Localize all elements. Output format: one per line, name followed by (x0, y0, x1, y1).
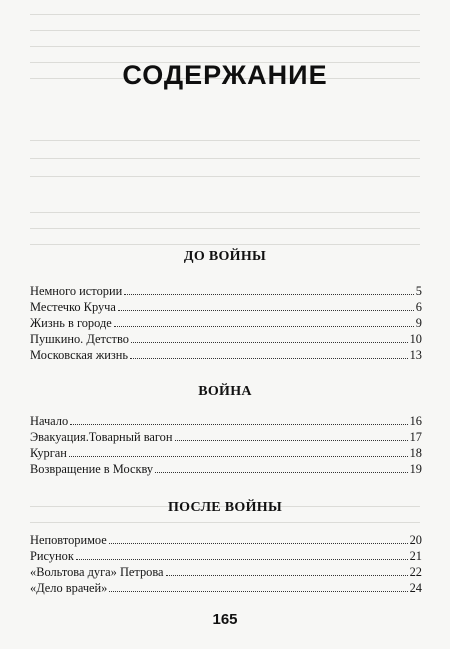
toc-entry-title: Жизнь в городе (30, 316, 112, 330)
page-number: 165 (212, 611, 238, 628)
toc-entry[interactable] (30, 283, 422, 299)
toc-entry-title: «Дело врачей» (30, 581, 108, 595)
toc-entry[interactable] (30, 445, 422, 461)
section-heading: ПОСЛЕ ВОЙНЫ (167, 500, 283, 515)
toc-section-war (30, 413, 422, 477)
toc-entry-page: 22 (409, 565, 422, 579)
toc-entry-page: 5 (415, 284, 422, 298)
toc-entry-page: 24 (409, 581, 422, 595)
leader-dots (70, 423, 407, 425)
toc-entry-title: «Вольтова дуга» Петрова (30, 565, 164, 579)
toc-entry-page: 21 (409, 549, 422, 563)
toc-entry-page: 6 (415, 300, 422, 314)
toc-entry-page: 16 (409, 414, 422, 428)
toc-entry-title: Начало (30, 414, 69, 428)
leader-dots (175, 439, 408, 441)
leader-dots (130, 357, 408, 359)
leader-dots (76, 558, 408, 560)
toc-entry-title: Местечко Круча (30, 300, 116, 314)
leader-dots (155, 471, 408, 473)
leader-dots (109, 590, 407, 592)
leader-dots (124, 293, 414, 295)
section-heading: ДО ВОЙНЫ (183, 249, 267, 264)
leader-dots (114, 325, 414, 327)
toc-entry-title: Рисунок (30, 549, 74, 563)
toc-entry[interactable] (30, 548, 422, 564)
toc-entry-page: 20 (409, 533, 422, 547)
toc-entry-title: Неповторимое (30, 533, 107, 547)
toc-entry-page: 19 (409, 462, 422, 476)
toc-entry-title: Немного истории (30, 284, 123, 298)
toc-entry-page: 17 (409, 430, 422, 444)
toc-section-before-war (30, 283, 422, 363)
toc-entry-title: Курган (30, 446, 67, 460)
toc-entry[interactable] (30, 413, 422, 429)
toc-entry-page: 18 (409, 446, 422, 460)
toc-entry-page: 13 (409, 348, 422, 362)
toc-entry[interactable] (30, 299, 422, 315)
toc-entry[interactable] (30, 461, 422, 477)
leader-dots (166, 574, 408, 576)
toc-entry-title: Возвращение в Москву (30, 462, 154, 476)
section-heading: ВОЙНА (198, 384, 252, 399)
toc-entry[interactable] (30, 347, 422, 363)
toc-entry-title: Эвакуация.Товарный вагон (30, 430, 173, 444)
toc-entry-page: 9 (415, 316, 422, 330)
toc-entry[interactable] (30, 564, 422, 580)
leader-dots (118, 309, 414, 311)
toc-entry-page: 10 (409, 332, 422, 346)
toc-entry-title: Пушкино. Детство (30, 332, 129, 346)
toc-entry[interactable] (30, 580, 422, 596)
toc-entry[interactable] (30, 315, 422, 331)
leader-dots (109, 542, 408, 544)
toc-entry[interactable] (30, 331, 422, 347)
toc-entry[interactable] (30, 429, 422, 445)
toc-entry-title: Московская жизнь (30, 348, 129, 362)
leader-dots (131, 341, 408, 343)
toc-entry[interactable] (30, 532, 422, 548)
toc-section-after-war (30, 532, 422, 596)
page-title: СОДЕРЖАНИЕ (122, 60, 328, 90)
leader-dots (69, 455, 408, 457)
